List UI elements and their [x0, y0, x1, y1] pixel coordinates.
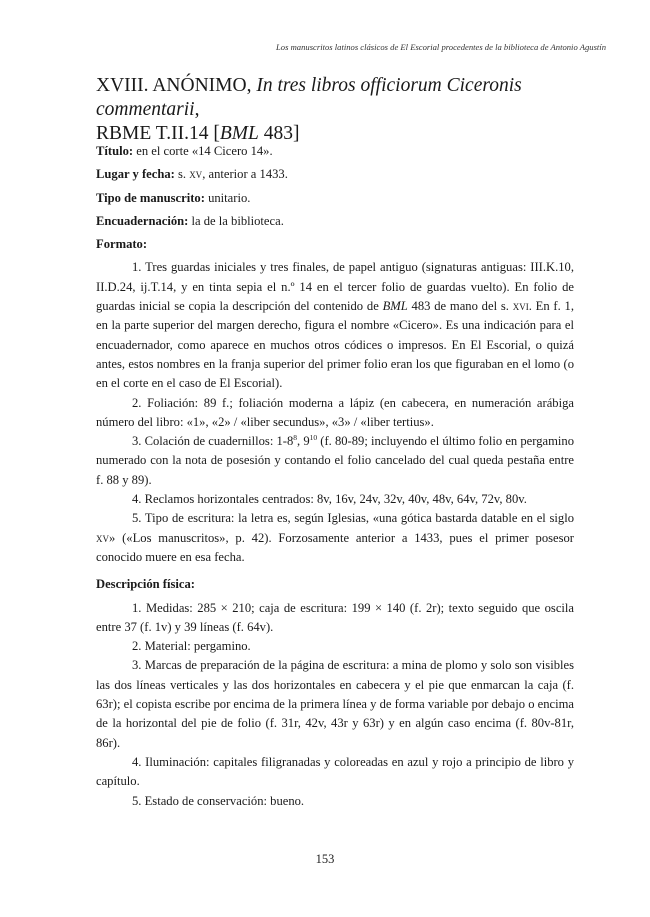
- field-label: Encuadernación:: [96, 213, 189, 228]
- item-text: 10: [309, 432, 318, 442]
- item-text: Material: pergamino.: [141, 639, 251, 654]
- item-number: 2.: [132, 395, 142, 410]
- item-text: » («Los manuscritos», p. 42). Forzosamente anterior a 1433, pues el primer posesor conocido muere en esa fecha.: [96, 530, 574, 564]
- formato-item-5: [96, 509, 574, 567]
- title-number: XVIII. ANÓNIMO,: [96, 75, 252, 96]
- item-text: Colación de cuadernillos: 1-8: [141, 434, 294, 449]
- item-text: Reclamos horizontales centrados: 8v, 16v, 24v, 32v, 40v, 48v, 64v, 72v, 80v.: [141, 492, 527, 507]
- field-value: en el corte «14 Cicero 14».: [133, 144, 273, 158]
- item-text: xvi: [512, 299, 529, 314]
- section-formato: Formato:: [96, 237, 148, 252]
- field-label: Título:: [96, 144, 134, 158]
- field-value: , anterior a 1433.: [202, 167, 288, 182]
- descripcion-item-1: [96, 599, 574, 638]
- item-number: 4.: [132, 754, 142, 769]
- item-text: (f. 80-89; incluyendo el último folio en pergamino numerado con la nota de posesión y contando el folio cancelado del cual queda pestaña entre f. 88 y 89).: [96, 434, 575, 487]
- descripcion-item-3: [96, 656, 574, 752]
- field-lugar-fecha: [96, 165, 574, 184]
- section-descripcion: Descripción física:: [96, 577, 195, 592]
- formato-item-1: [96, 258, 574, 393]
- formato-item-2: [96, 394, 574, 433]
- field-encuadernacion: [96, 212, 574, 231]
- field-titulo: [96, 142, 574, 161]
- item-text: Tipo de escritura: la letra es, según Iglesias, «una gótica bastarda datable en el siglo: [141, 511, 574, 526]
- descripcion-item-5: [96, 792, 574, 811]
- item-text: Tres guardas iniciales y tres finales, de papel antiguo (signaturas antiguas: III.K.10, II.D.24, ij.T.14, y en tinta sepia el n.º 14 en el tercer folio de guardas vuelto). En folio de guardas inicial se copia la descripción del contenido de: [96, 260, 574, 314]
- title-bml: BML: [219, 123, 259, 144]
- item-text: Marcas de preparación de la página de escritura: a mina de plomo y solo son visibles las dos líneas verticales y las dos horizontales en cabecera y el pie que enmarcan la caja (f. 63r); el copista escribe por encima de la primera línea y de forma variable por debajo o encima de la horizontal del pie de folio (f. 31r, 42v, 43r y 63r) y en algún caso encima (f. 80v-81r, 86r).: [96, 658, 575, 750]
- field-label: Lugar y fecha:: [96, 167, 175, 182]
- formato-item-3: [96, 432, 574, 490]
- item-number: 1.: [132, 260, 142, 275]
- item-number: 1.: [132, 600, 142, 615]
- title-work: In tres libros officiorum Ciceronis commentarii: [96, 75, 522, 120]
- item-number: 3.: [132, 658, 142, 673]
- field-value: la de la biblioteca.: [188, 213, 284, 228]
- running-head: Los manuscritos latinos clásicos de El Escorial procedentes de la biblioteca de Antonio Agustín: [276, 42, 606, 52]
- field-value: unitario.: [204, 190, 251, 205]
- title-comma: ,: [194, 99, 200, 120]
- field-value: s.: [174, 167, 190, 182]
- item-number: 3.: [132, 434, 142, 449]
- title-bml-number: 483]: [258, 123, 300, 144]
- page-number: 153: [315, 852, 335, 866]
- item-text: xv: [96, 530, 109, 545]
- entry-body: [96, 142, 574, 811]
- item-text: Foliación: 89 f.; foliación moderna a lápiz (en cabecera, en numeración arábiga número del libro: «1», «2» / «liber secundus», «3» / «liber tertius».: [96, 395, 574, 429]
- field-value: xv: [189, 167, 203, 182]
- item-number: 5.: [132, 793, 142, 808]
- item-number: 2.: [132, 639, 142, 654]
- item-text: Iluminación: capitales filigranadas y coloreadas en azul y rojo a principio de libro y capítulo.: [96, 754, 574, 789]
- field-tipo: [96, 189, 574, 208]
- item-text: . En f. 1, en la parte superior del margen derecho, figura el nombre «Cicero». Es una indicación para el encuadernador, como aparece en muchos otros códices o impresos. En El Escorial, o quizá antes, estos nombres en la franja superior del primer folio eran los que figuraban en el lomo (o en el corte en el caso de El Escorial).: [96, 299, 574, 391]
- item-text: Estado de conservación: bueno.: [141, 793, 305, 808]
- descripcion-item-4: [96, 753, 574, 792]
- item-text: 483 de mano del s.: [407, 299, 513, 314]
- title-shelfmark: RBME T.II.14 [: [96, 123, 220, 144]
- entry-title: [96, 74, 596, 146]
- field-label: Tipo de manuscrito:: [96, 190, 205, 205]
- item-text: BML: [382, 299, 408, 314]
- item-number: 4.: [132, 492, 142, 507]
- item-text: Medidas: 285 × 210; caja de escritura: 199 × 140 (f. 2r); texto seguido que oscila entre 37 (f. 1v) y 39 líneas (f. 64v).: [96, 600, 574, 634]
- descripcion-item-2: [96, 637, 574, 656]
- item-number: 5.: [132, 511, 142, 526]
- item-text: , 9: [297, 434, 310, 449]
- item-text: 8: [293, 432, 298, 442]
- formato-item-4: [96, 490, 574, 509]
